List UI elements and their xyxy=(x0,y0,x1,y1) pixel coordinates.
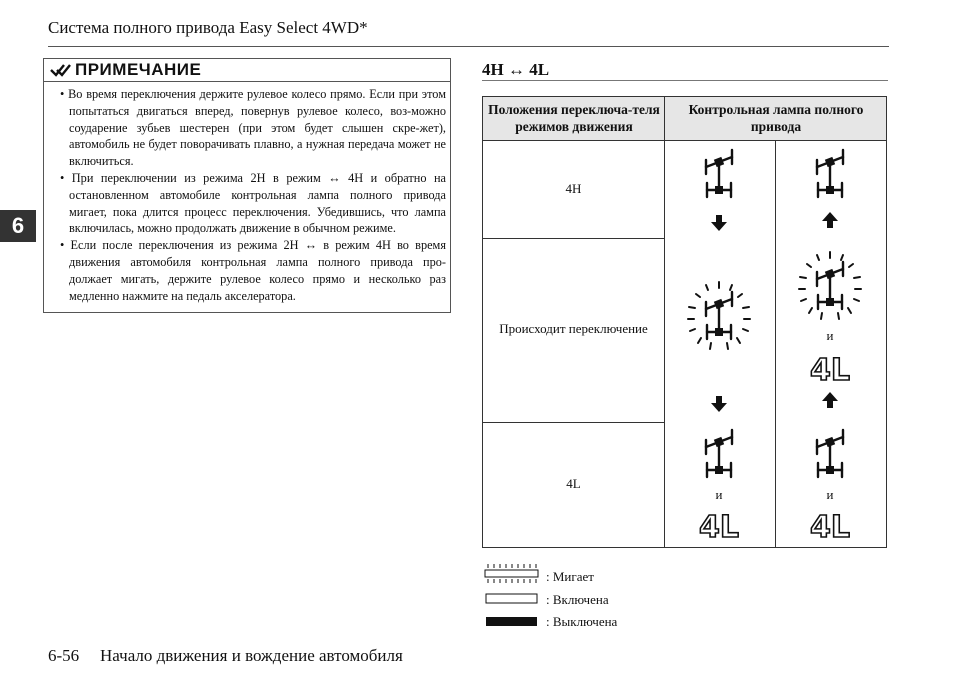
and-label: и xyxy=(826,487,834,502)
section-title: 4H ↔ 4L xyxy=(482,60,550,79)
page-number: 6-56 xyxy=(48,646,80,665)
arrow-down-icon xyxy=(711,215,727,231)
4wd-indicator-blinking-icon xyxy=(799,252,861,319)
table-line xyxy=(483,140,886,141)
table-line xyxy=(775,141,776,547)
page-header-title: Система полного привода Easy Select 4WD* xyxy=(48,18,368,37)
header-rule xyxy=(48,46,889,47)
legend-off-swatch xyxy=(486,617,537,626)
4wd-indicator-on-icon xyxy=(817,430,843,477)
4wd-indicator-on-icon xyxy=(706,430,732,477)
section-rule xyxy=(482,80,888,81)
row-label-switching: Происходит переключение xyxy=(499,321,648,336)
4wd-indicator-on-icon xyxy=(817,150,843,197)
legend-blinking-swatch xyxy=(485,564,538,583)
4l-indicator-icon: 4L xyxy=(810,353,850,388)
table-header-indicator: Контрольная лампа полного привода xyxy=(688,102,864,134)
legend-on-label: : Включена xyxy=(546,592,609,607)
note-item: • Во время переключения держите рулевое колесо прямо. Если при этом попытаться двигаться вперед, повернув рулевое колесо, воз-можно соударение зубьев шестерен (при этом будет слышен скре-жет), автомобиль не будет поворачивать плавно, а нужная передача может не включиться. xyxy=(60,87,446,169)
and-label: и xyxy=(715,487,723,502)
legend-on-swatch xyxy=(486,594,537,603)
arrow-up-icon xyxy=(822,392,838,408)
arrow-up-icon xyxy=(822,212,838,228)
legend-off-label: : Выключена xyxy=(546,614,618,629)
chapter-tab: 6 xyxy=(0,210,36,242)
4wd-indicator-on-icon xyxy=(706,150,732,197)
chapter-title: Начало движения и вождение автомобиля xyxy=(100,646,403,665)
legend-blinking-label: : Мигает xyxy=(546,569,594,584)
table-header-switch-position: Положения переключа-теля режимов движения xyxy=(488,102,660,134)
note-item: • Если после переключения из режима 2H ↔ в режим 4H во время движения автомобиля контрольная лампа полного привода про-должает мигать, держите рулевое колесо прямо и несколько раз медленно нажмите на педаль акселератора. xyxy=(60,238,446,303)
row-label-4l: 4L xyxy=(566,476,581,491)
4l-indicator-icon: 4L xyxy=(699,510,739,545)
4l-indicator-icon: 4L xyxy=(810,510,850,545)
note-list xyxy=(60,86,446,304)
and-label: и xyxy=(826,328,834,343)
legend-swatches xyxy=(482,562,542,632)
table-line xyxy=(664,97,665,547)
table-line xyxy=(483,238,664,239)
indicator-column-4l-to-4h xyxy=(777,142,885,546)
note-check-icon xyxy=(49,62,71,78)
arrow-down-icon xyxy=(711,396,727,412)
4wd-indicator-blinking-icon xyxy=(688,282,750,349)
indicator-column-4h-to-4l xyxy=(666,142,774,546)
note-heading xyxy=(43,58,451,82)
note-heading-text: ПРИМЕЧАНИЕ xyxy=(75,59,202,79)
table-line xyxy=(483,422,664,423)
note-item: • При переключении из режима 2H в режим ↔ 4H и обратно на остановленном автомобиле контрольная лампа полного привода мигает, пока длится процесс переключения. Убедившись, что лампа включилась, можно продолжать движение в обычном режиме. xyxy=(60,170,446,236)
row-label-4h: 4H xyxy=(565,181,582,196)
